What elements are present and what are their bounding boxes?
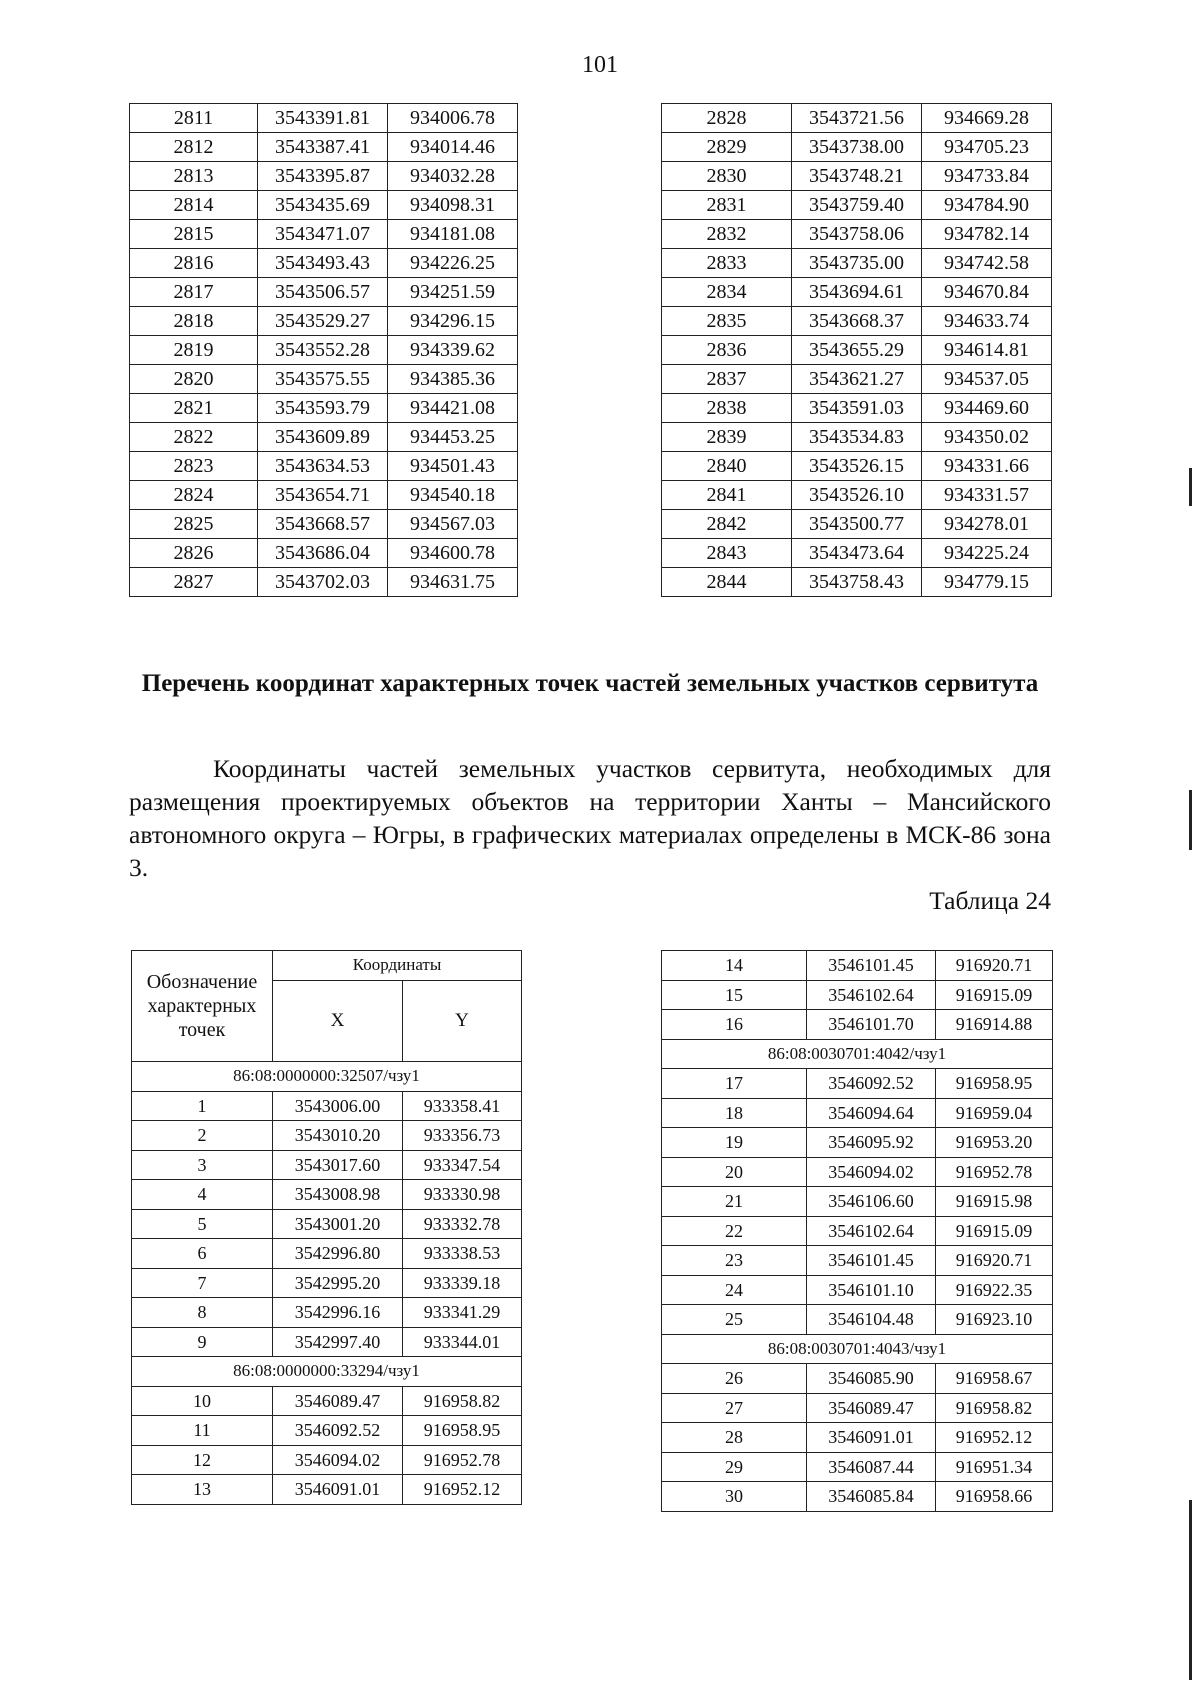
table-row (130, 568, 518, 597)
y-coordinate: 934742.58 (922, 249, 1052, 278)
x-coordinate: 3543493.43 (258, 249, 388, 278)
y-coordinate: 933347.54 (403, 1150, 522, 1180)
point-number: 19 (662, 1128, 807, 1158)
y-coordinate: 934670.84 (922, 278, 1052, 307)
x-coordinate: 3542996.16 (273, 1298, 403, 1328)
x-coordinate: 3543609.89 (258, 423, 388, 452)
y-coordinate: 933344.01 (403, 1327, 522, 1357)
x-coordinate: 3543668.37 (792, 307, 922, 336)
table-row (130, 452, 518, 481)
table-row (662, 539, 1052, 568)
group-row (132, 1357, 522, 1387)
point-number: 2822 (130, 423, 258, 452)
y-coordinate: 933358.41 (403, 1091, 522, 1121)
x-coordinate: 3543534.83 (792, 423, 922, 452)
cadastral-number: 86:08:0000000:33294/чзу1 (132, 1357, 522, 1387)
y-coordinate: 934339.62 (388, 336, 518, 365)
x-coordinate: 3543735.00 (792, 249, 922, 278)
point-number: 2818 (130, 307, 258, 336)
point-number: 9 (132, 1327, 273, 1357)
table-row (130, 423, 518, 452)
scan-edge-mark (1189, 1500, 1192, 1680)
table-row (662, 1364, 1053, 1394)
x-coordinate: 3546094.02 (807, 1157, 936, 1187)
point-number: 2827 (130, 568, 258, 597)
x-coordinate: 3546101.70 (807, 1010, 936, 1040)
x-coordinate: 3546085.84 (807, 1482, 936, 1512)
y-coordinate: 934784.90 (922, 191, 1052, 220)
cadastral-number: 86:08:0030701:4042/чзу1 (662, 1039, 1053, 1069)
point-number: 27 (662, 1393, 807, 1423)
y-coordinate: 934633.74 (922, 307, 1052, 336)
table-row (662, 1128, 1053, 1158)
table-row (662, 980, 1053, 1010)
point-number: 18 (662, 1098, 807, 1128)
point-number: 2841 (662, 481, 792, 510)
y-coordinate: 934226.25 (388, 249, 518, 278)
table-row (662, 951, 1053, 981)
point-number: 2833 (662, 249, 792, 278)
point-number: 12 (132, 1445, 273, 1475)
y-coordinate: 934631.75 (388, 568, 518, 597)
y-coordinate: 916958.95 (403, 1416, 522, 1446)
point-number: 2835 (662, 307, 792, 336)
x-coordinate: 3543006.00 (273, 1091, 403, 1121)
y-coordinate: 934421.08 (388, 394, 518, 423)
y-coordinate: 916915.09 (936, 1216, 1053, 1246)
table-row (130, 220, 518, 249)
group-row (662, 1039, 1053, 1069)
x-coordinate: 3543634.53 (258, 452, 388, 481)
x-coordinate: 3543526.10 (792, 481, 922, 510)
table-row (130, 510, 518, 539)
scan-edge-mark (1189, 468, 1192, 506)
section-paragraph: Координаты частей земельных участков сервитута, необходимых для размещения проектируемых объектов на территории Ханты – Мансийского автономного округа – Югры, в графических материалах определены в МСК-86 зона 3. (129, 754, 1051, 882)
table-label: Таблица 24 (929, 886, 1051, 915)
y-coordinate: 934600.78 (388, 539, 518, 568)
y-coordinate: 934567.03 (388, 510, 518, 539)
table-row (662, 481, 1052, 510)
table-row (132, 1239, 522, 1269)
x-coordinate: 3542997.40 (273, 1327, 403, 1357)
header-y: Y (403, 980, 522, 1061)
y-coordinate: 934782.14 (922, 220, 1052, 249)
point-number: 22 (662, 1216, 807, 1246)
table-row (662, 1393, 1053, 1423)
y-coordinate: 934501.43 (388, 452, 518, 481)
x-coordinate: 3543694.61 (792, 278, 922, 307)
header-x: X (273, 980, 403, 1061)
point-number: 2825 (130, 510, 258, 539)
point-number: 30 (662, 1482, 807, 1512)
y-coordinate: 934098.31 (388, 191, 518, 220)
table-row (132, 1150, 522, 1180)
x-coordinate: 3546089.47 (273, 1386, 403, 1416)
table-row (130, 481, 518, 510)
y-coordinate: 934733.84 (922, 162, 1052, 191)
table-row (662, 394, 1052, 423)
y-coordinate: 934385.36 (388, 365, 518, 394)
table-row (130, 307, 518, 336)
point-number: 2821 (130, 394, 258, 423)
y-coordinate: 934540.18 (388, 481, 518, 510)
x-coordinate: 3543668.57 (258, 510, 388, 539)
table-row (130, 365, 518, 394)
y-coordinate: 916952.78 (403, 1445, 522, 1475)
point-number: 2828 (662, 104, 792, 133)
x-coordinate: 3543655.29 (792, 336, 922, 365)
cadastral-number: 86:08:0030701:4043/чзу1 (662, 1334, 1053, 1364)
y-coordinate: 934705.23 (922, 133, 1052, 162)
y-coordinate: 916952.78 (936, 1157, 1053, 1187)
table-row (662, 1482, 1053, 1512)
x-coordinate: 3543506.57 (258, 278, 388, 307)
x-coordinate: 3543471.07 (258, 220, 388, 249)
y-coordinate: 934469.60 (922, 394, 1052, 423)
table-row (662, 1452, 1053, 1482)
x-coordinate: 3543721.56 (792, 104, 922, 133)
y-coordinate: 934669.28 (922, 104, 1052, 133)
y-coordinate: 916958.66 (936, 1482, 1053, 1512)
y-coordinate: 916915.09 (936, 980, 1053, 1010)
point-number: 21 (662, 1187, 807, 1217)
point-number: 17 (662, 1069, 807, 1099)
y-coordinate: 916958.95 (936, 1069, 1053, 1099)
x-coordinate: 3546092.52 (807, 1069, 936, 1099)
point-number: 2842 (662, 510, 792, 539)
x-coordinate: 3546094.02 (273, 1445, 403, 1475)
x-coordinate: 3543758.43 (792, 568, 922, 597)
point-number: 2 (132, 1121, 273, 1151)
x-coordinate: 3543686.04 (258, 539, 388, 568)
table-row (132, 1416, 522, 1446)
y-coordinate: 934779.15 (922, 568, 1052, 597)
table-row (662, 336, 1052, 365)
y-coordinate: 934350.02 (922, 423, 1052, 452)
point-number: 24 (662, 1275, 807, 1305)
point-number: 2844 (662, 568, 792, 597)
x-coordinate: 3543435.69 (258, 191, 388, 220)
y-coordinate: 933338.53 (403, 1239, 522, 1269)
point-number: 2824 (130, 481, 258, 510)
x-coordinate: 3543552.28 (258, 336, 388, 365)
table-row (130, 162, 518, 191)
table-row (662, 1069, 1053, 1099)
point-number: 2840 (662, 452, 792, 481)
x-coordinate: 3543526.15 (792, 452, 922, 481)
point-number: 5 (132, 1209, 273, 1239)
point-number: 26 (662, 1364, 807, 1394)
y-coordinate: 933330.98 (403, 1180, 522, 1210)
group-row (662, 1334, 1053, 1364)
table-row (132, 1180, 522, 1210)
y-coordinate: 934251.59 (388, 278, 518, 307)
point-number: 16 (662, 1010, 807, 1040)
x-coordinate: 3543395.87 (258, 162, 388, 191)
x-coordinate: 3543758.06 (792, 220, 922, 249)
table-row (132, 1121, 522, 1151)
x-coordinate: 3543575.55 (258, 365, 388, 394)
point-number: 2812 (130, 133, 258, 162)
table-row (130, 539, 518, 568)
point-number: 2823 (130, 452, 258, 481)
point-number: 7 (132, 1268, 273, 1298)
y-coordinate: 934296.15 (388, 307, 518, 336)
y-coordinate: 916958.82 (936, 1393, 1053, 1423)
x-coordinate: 3543591.03 (792, 394, 922, 423)
point-number: 20 (662, 1157, 807, 1187)
table-row (662, 1157, 1053, 1187)
point-number: 2820 (130, 365, 258, 394)
point-number: 11 (132, 1416, 273, 1446)
x-coordinate: 3546089.47 (807, 1393, 936, 1423)
point-number: 2834 (662, 278, 792, 307)
coordinates-table-top-left (129, 103, 518, 597)
point-number: 2815 (130, 220, 258, 249)
y-coordinate: 933339.18 (403, 1268, 522, 1298)
point-number: 3 (132, 1150, 273, 1180)
table24-right (661, 950, 1053, 1512)
table-row (662, 307, 1052, 336)
y-coordinate: 934006.78 (388, 104, 518, 133)
y-coordinate: 934331.57 (922, 481, 1052, 510)
y-coordinate: 934537.05 (922, 365, 1052, 394)
table-row (130, 249, 518, 278)
point-number: 2811 (130, 104, 258, 133)
point-number: 6 (132, 1239, 273, 1269)
y-coordinate: 916920.71 (936, 951, 1053, 981)
y-coordinate: 934331.66 (922, 452, 1052, 481)
y-coordinate: 916951.34 (936, 1452, 1053, 1482)
y-coordinate: 934014.46 (388, 133, 518, 162)
y-coordinate: 933341.29 (403, 1298, 522, 1328)
point-number: 2816 (130, 249, 258, 278)
x-coordinate: 3546106.60 (807, 1187, 936, 1217)
point-number: 2830 (662, 162, 792, 191)
table-row (130, 278, 518, 307)
table24-left (131, 950, 522, 1505)
point-number: 2843 (662, 539, 792, 568)
y-coordinate: 934181.08 (388, 220, 518, 249)
point-number: 15 (662, 980, 807, 1010)
cadastral-number: 86:08:0000000:32507/чзу1 (132, 1062, 522, 1092)
table-row (662, 191, 1052, 220)
table-row (662, 162, 1052, 191)
y-coordinate: 934453.25 (388, 423, 518, 452)
table-row (662, 365, 1052, 394)
point-number: 1 (132, 1091, 273, 1121)
x-coordinate: 3543500.77 (792, 510, 922, 539)
group-row (132, 1062, 522, 1092)
x-coordinate: 3543529.27 (258, 307, 388, 336)
page-number: 101 (582, 52, 618, 78)
point-number: 2826 (130, 539, 258, 568)
y-coordinate: 916920.71 (936, 1246, 1053, 1276)
scan-edge-mark (1189, 790, 1192, 850)
point-number: 29 (662, 1452, 807, 1482)
table-row (662, 249, 1052, 278)
y-coordinate: 916959.04 (936, 1098, 1053, 1128)
x-coordinate: 3546094.64 (807, 1098, 936, 1128)
point-number: 25 (662, 1305, 807, 1335)
table-row (132, 1268, 522, 1298)
point-number: 2839 (662, 423, 792, 452)
x-coordinate: 3546101.45 (807, 951, 936, 981)
table-row (132, 1475, 522, 1505)
x-coordinate: 3546101.45 (807, 1246, 936, 1276)
table-row (662, 1423, 1053, 1453)
x-coordinate: 3546085.90 (807, 1364, 936, 1394)
y-coordinate: 933332.78 (403, 1209, 522, 1239)
table-row (132, 1327, 522, 1357)
y-coordinate: 934225.24 (922, 539, 1052, 568)
x-coordinate: 3543010.20 (273, 1121, 403, 1151)
point-number: 8 (132, 1298, 273, 1328)
coordinates-table-top-right (661, 103, 1052, 597)
point-number: 2817 (130, 278, 258, 307)
x-coordinate: 3542995.20 (273, 1268, 403, 1298)
table-row (662, 423, 1052, 452)
x-coordinate: 3543387.41 (258, 133, 388, 162)
point-number: 2836 (662, 336, 792, 365)
table-row (662, 1305, 1053, 1335)
y-coordinate: 916953.20 (936, 1128, 1053, 1158)
y-coordinate: 916922.35 (936, 1275, 1053, 1305)
table-row (662, 133, 1052, 162)
table-row (130, 394, 518, 423)
y-coordinate: 916923.10 (936, 1305, 1053, 1335)
x-coordinate: 3543017.60 (273, 1150, 403, 1180)
point-number: 13 (132, 1475, 273, 1505)
table-row (662, 1010, 1053, 1040)
point-number: 2814 (130, 191, 258, 220)
y-coordinate: 916958.82 (403, 1386, 522, 1416)
y-coordinate: 934278.01 (922, 510, 1052, 539)
header-point-designation: Обозначение характерных точек (132, 951, 273, 1062)
point-number: 2837 (662, 365, 792, 394)
table-row (130, 336, 518, 365)
table-row (130, 133, 518, 162)
x-coordinate: 3543702.03 (258, 568, 388, 597)
x-coordinate: 3543001.20 (273, 1209, 403, 1239)
point-number: 2829 (662, 133, 792, 162)
point-number: 2831 (662, 191, 792, 220)
point-number: 10 (132, 1386, 273, 1416)
table-row (132, 1386, 522, 1416)
x-coordinate: 3543654.71 (258, 481, 388, 510)
y-coordinate: 916952.12 (936, 1423, 1053, 1453)
point-number: 2813 (130, 162, 258, 191)
table-row (662, 1246, 1053, 1276)
table-row (662, 452, 1052, 481)
y-coordinate: 934032.28 (388, 162, 518, 191)
x-coordinate: 3542996.80 (273, 1239, 403, 1269)
table-row (130, 191, 518, 220)
table-row (662, 1216, 1053, 1246)
table-row (132, 1298, 522, 1328)
table-row (662, 104, 1052, 133)
y-coordinate: 916958.67 (936, 1364, 1053, 1394)
x-coordinate: 3546102.64 (807, 980, 936, 1010)
x-coordinate: 3546091.01 (807, 1423, 936, 1453)
point-number: 2819 (130, 336, 258, 365)
x-coordinate: 3543391.81 (258, 104, 388, 133)
x-coordinate: 3546092.52 (273, 1416, 403, 1446)
x-coordinate: 3543759.40 (792, 191, 922, 220)
x-coordinate: 3543473.64 (792, 539, 922, 568)
table-row (132, 1209, 522, 1239)
table-row (662, 278, 1052, 307)
table-row (662, 1275, 1053, 1305)
table-row (662, 510, 1052, 539)
header-coordinates: Координаты (273, 951, 522, 981)
x-coordinate: 3546087.44 (807, 1452, 936, 1482)
y-coordinate: 916952.12 (403, 1475, 522, 1505)
point-number: 14 (662, 951, 807, 981)
x-coordinate: 3543008.98 (273, 1180, 403, 1210)
x-coordinate: 3543738.00 (792, 133, 922, 162)
point-number: 4 (132, 1180, 273, 1210)
table-row (130, 104, 518, 133)
x-coordinate: 3546102.64 (807, 1216, 936, 1246)
x-coordinate: 3546101.10 (807, 1275, 936, 1305)
section-heading: Перечень координат характерных точек частей земельных участков сервитута (141, 670, 1039, 697)
point-number: 23 (662, 1246, 807, 1276)
table-row (132, 1091, 522, 1121)
table-row (132, 1445, 522, 1475)
table-row (662, 568, 1052, 597)
table-row (662, 1098, 1053, 1128)
x-coordinate: 3546104.48 (807, 1305, 936, 1335)
y-coordinate: 916914.88 (936, 1010, 1053, 1040)
x-coordinate: 3543593.79 (258, 394, 388, 423)
x-coordinate: 3543621.27 (792, 365, 922, 394)
point-number: 28 (662, 1423, 807, 1453)
x-coordinate: 3543748.21 (792, 162, 922, 191)
y-coordinate: 916915.98 (936, 1187, 1053, 1217)
point-number: 2832 (662, 220, 792, 249)
table-row (662, 1187, 1053, 1217)
table-row (662, 220, 1052, 249)
point-number: 2838 (662, 394, 792, 423)
x-coordinate: 3546091.01 (273, 1475, 403, 1505)
y-coordinate: 933356.73 (403, 1121, 522, 1151)
x-coordinate: 3546095.92 (807, 1128, 936, 1158)
y-coordinate: 934614.81 (922, 336, 1052, 365)
